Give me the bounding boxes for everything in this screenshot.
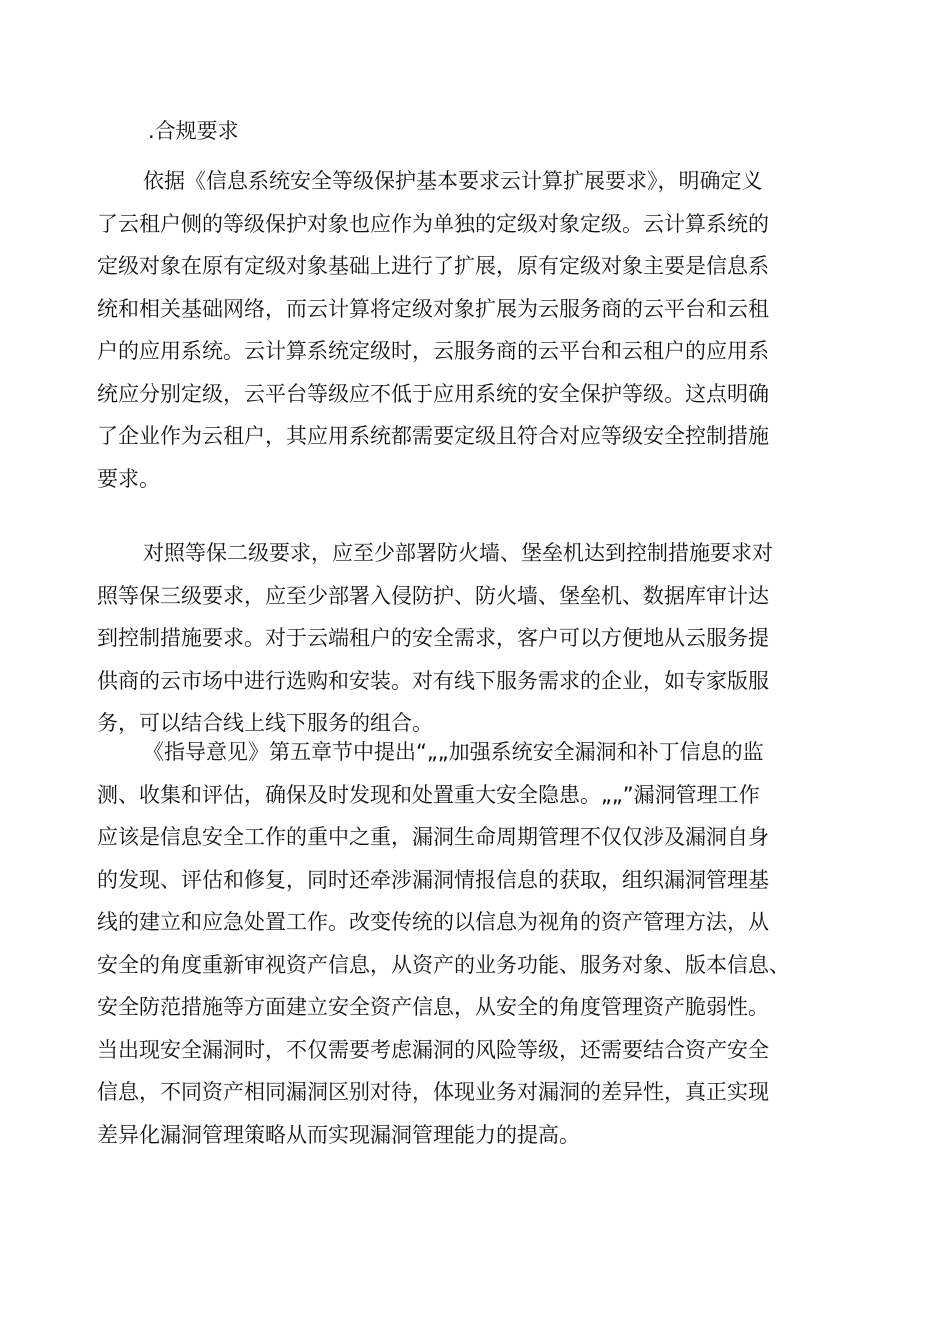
paragraph-line: 应该是信息安全工作的重中之重，漏洞生命周期管理不仅仅涉及漏洞自身 [97,825,769,849]
paragraph-line: 安全防范措施等方面建立安全资产信息，从安全的角度管理资产脆弱性。 [97,995,769,1019]
paragraph-line: 信息，不同资产相同漏洞区别对待，体现业务对漏洞的差异性，真正实现 [97,1080,769,1104]
paragraph-vulnerability-management [97,731,877,1156]
paragraph-line: 差异化漏洞管理策略从而实现漏洞管理能力的提高。 [97,1122,580,1147]
paragraph-line: 了云租户侧的等级保护对象也应作为单独的定级对象定级。云计算系统的 [97,211,769,236]
paragraph-line: 《指导意见》第五章节中提出“„„加强系统安全漏洞和补丁信息的监 [143,740,764,764]
paragraph-line: 定级对象在原有定级对象基础上进行了扩展，原有定级对象主要是信息系 [97,254,769,278]
paragraph-line: 安全的角度重新审视资产信息，从资产的业务功能、服务对象、版本信息、 [97,952,790,977]
paragraph-line: 照等保三级要求，应至少部署入侵防护、防火墙、堡垒机、数据库审计达 [97,583,769,608]
paragraph-line: 当出现安全漏洞时，不仅需要考虑漏洞的风险等级，还需要结合资产安全 [97,1037,769,1062]
paragraph-line: 务，可以结合线上线下服务的组合。 [97,711,433,735]
paragraph-line: 的发现、评估和修复，同时还牵涉漏洞情报信息的获取，组织漏洞管理基 [97,867,769,892]
paragraph-line: 统应分别定级，云平台等级应不低于应用系统的安全保护等级。这点明确 [97,381,769,406]
paragraph-line: 户的应用系统。云计算系统定级时，云服务商的云平台和云租户的应用系 [97,339,769,363]
paragraph-line: 到控制措施要求。对于云端租户的安全需求，客户可以方便地从云服务提 [97,626,769,650]
section-heading: .合规要求 [148,119,239,143]
paragraph-line: 要求。 [97,466,160,491]
paragraph-protection-levels [97,532,877,745]
paragraph-line: 测、收集和评估，确保及时发现和处置重大安全隐患。„„”漏洞管理工作 [97,782,760,807]
paragraph-line: 了企业作为云租户，其应用系统都需要定级且符合对应等级安全控制措施 [97,424,769,448]
paragraph-line: 对照等保二级要求，应至少部署防火墙、堡垒机达到控制措施要求对 [143,541,773,565]
paragraph-compliance-basis [97,160,877,500]
paragraph-line: 依据《信息系统安全等级保护基本要求云计算扩展要求》，明确定义 [143,169,763,193]
paragraph-line: 统和相关基础网络，而云计算将定级对象扩展为云服务商的云平台和云租 [97,296,769,321]
paragraph-line: 供商的云市场中进行选购和安装。对有线下服务需求的企业，如专家版服 [97,668,769,693]
paragraph-line: 线的建立和应急处置工作。改变传统的以信息为视角的资产管理方法，从 [97,910,769,934]
